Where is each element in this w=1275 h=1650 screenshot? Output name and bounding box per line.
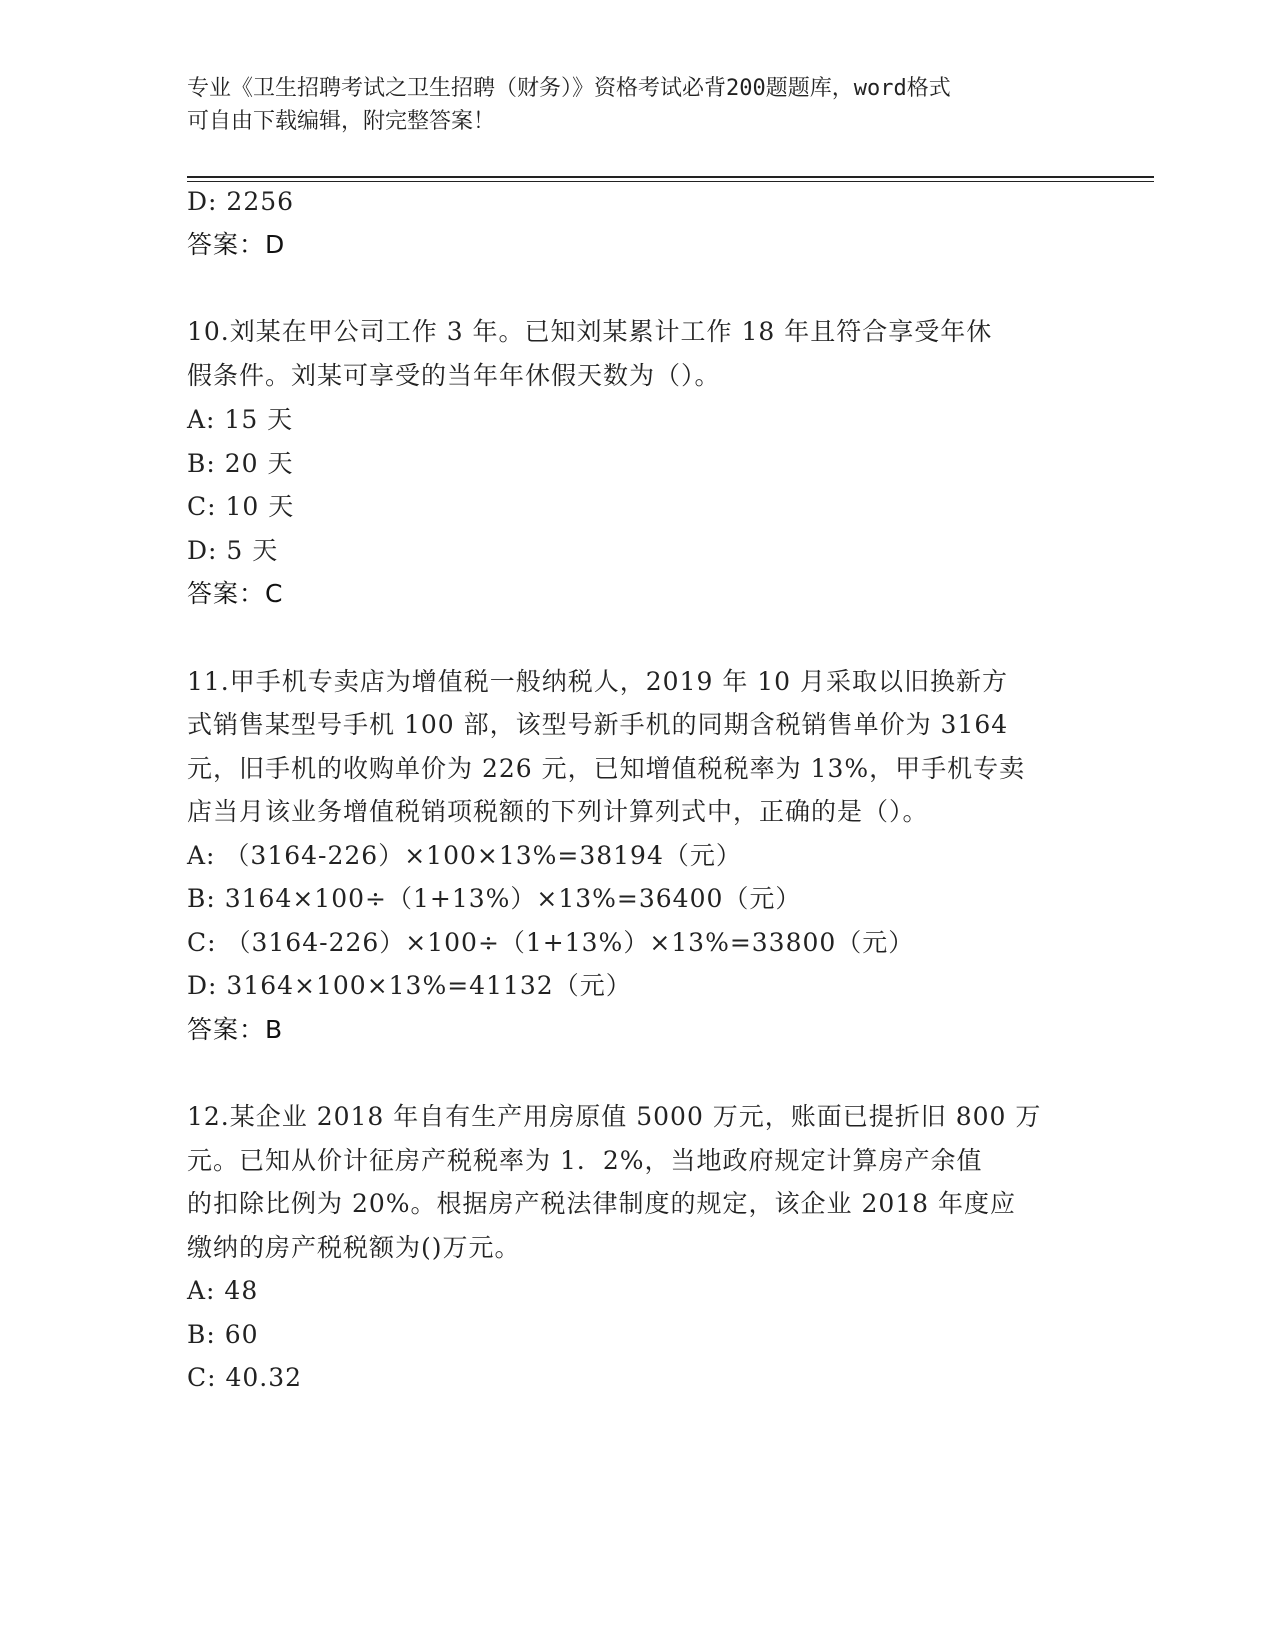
q10-stem-line-1: 10.刘某在甲公司工作 3 年。已知刘某累计工作 18 年且符合享受年休 (187, 317, 993, 346)
q11-stem-line-2: 式销售某型号手机 100 部，该型号新手机的同期含税销售单价为 3164 (187, 710, 1009, 739)
header-divider-thick (187, 176, 1154, 178)
q10-answer: 答案：C (187, 579, 284, 608)
q10-option-a: A: 15 天 (187, 405, 294, 434)
q11-answer: 答案：B (187, 1015, 284, 1044)
q11-option-c: C: （3164-226）×100÷（1+13%）×13%=33800（元） (187, 928, 915, 957)
q10-option-b: B: 20 天 (187, 449, 294, 478)
q10-stem-line-2: 假条件。刘某可享受的当年年休假天数为（）。 (187, 361, 721, 390)
document-header (187, 72, 1067, 138)
q11-stem-line-3: 元，旧手机的收购单价为 226 元，已知增值税税率为 13%，甲手机专卖 (187, 754, 1026, 783)
q12-stem-line-4: 缴纳的房产税税额为()万元。 (187, 1233, 521, 1262)
q12-stem-line-2: 元。已知从价计征房产税税率为 1．2%，当地政府规定计算房产余值 (187, 1146, 983, 1175)
q9-option-d: D: 2256 (187, 187, 295, 216)
header-line-1: 专业《卫生招聘考试之卫生招聘（财务）》资格考试必背200题题库，word格式 (187, 76, 951, 101)
q11-stem-line-4: 店当月该业务增值税销项税额的下列计算列式中，正确的是（）。 (187, 797, 929, 826)
q12-option-c: C: 40.32 (187, 1363, 303, 1392)
q11-option-d: D: 3164×100×13%=41132（元） (187, 971, 632, 1000)
q11-stem-line-1: 11.甲手机专卖店为增值税一般纳税人，2019 年 10 月采取以旧换新方 (187, 667, 1009, 696)
q12-stem-line-1: 12.某企业 2018 年自有生产用房原值 5000 万元，账面已提折旧 800 万 (187, 1102, 1042, 1131)
q11-option-b: B: 3164×100÷（1+13%）×13%=36400（元） (187, 884, 802, 913)
q12-stem-line-3: 的扣除比例为 20%。根据房产税法律制度的规定，该企业 2018 年度应 (187, 1189, 1017, 1218)
header-line-2: 可自由下载编辑，附完整答案！ (187, 109, 496, 134)
header-divider-thin (187, 181, 1154, 182)
q11-option-a: A: （3164-226）×100×13%=38194（元） (187, 841, 742, 870)
q10-option-c: C: 10 天 (187, 492, 295, 521)
q10-option-d: D: 5 天 (187, 536, 279, 565)
q9-answer: 答案：D (187, 230, 286, 259)
q12-option-a: A: 48 (187, 1276, 259, 1305)
q12-option-b: B: 60 (187, 1320, 259, 1349)
